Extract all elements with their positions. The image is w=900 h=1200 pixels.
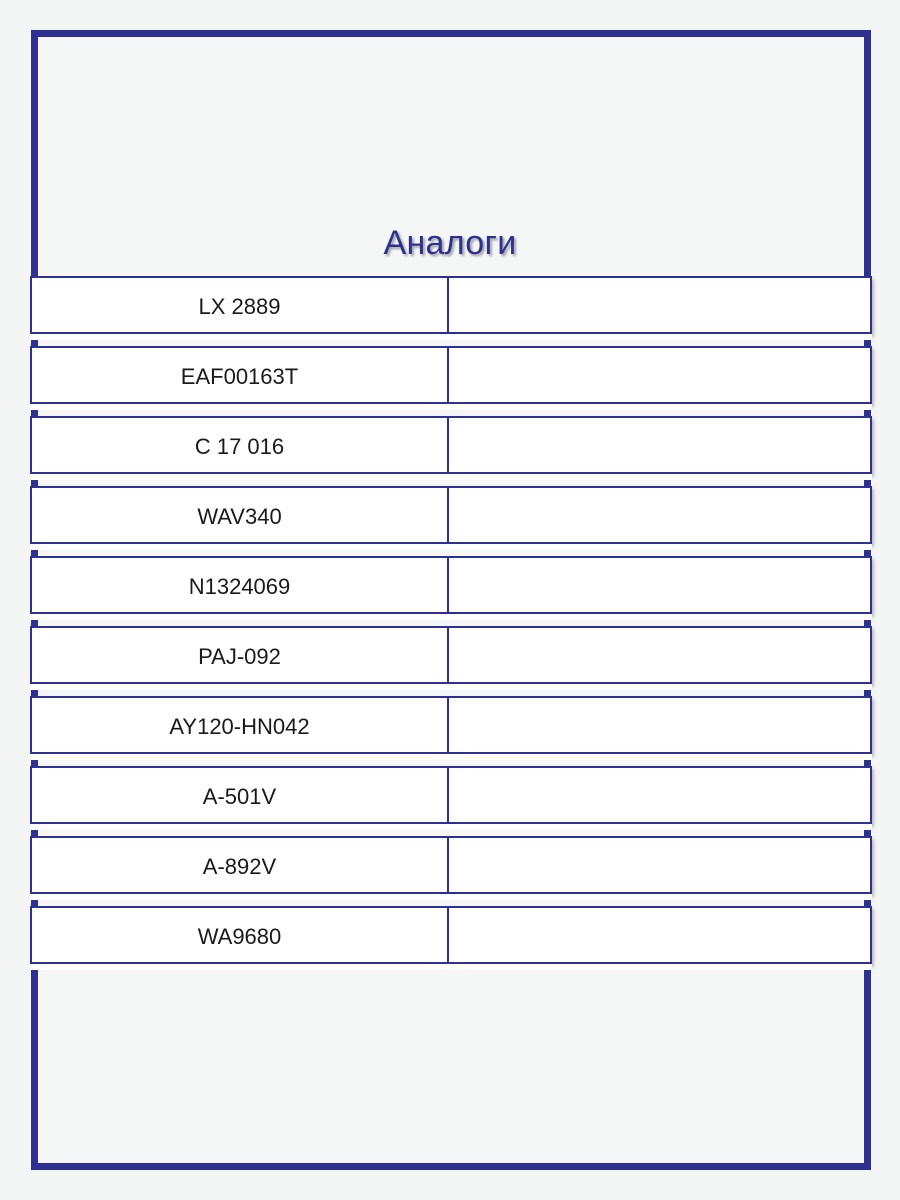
analogs-table — [30, 276, 872, 976]
analog-code: EAF00163T — [30, 348, 449, 402]
analog-code: A-892V — [30, 838, 449, 892]
table-row — [30, 696, 872, 754]
table-row — [30, 626, 872, 684]
analog-code: WAV340 — [30, 488, 449, 542]
analog-code: WA9680 — [30, 908, 449, 962]
empty-cell — [449, 768, 872, 822]
analog-code: AY120-HN042 — [30, 698, 449, 752]
analog-code: C 17 016 — [30, 418, 449, 472]
analog-code: LX 2889 — [30, 278, 449, 332]
table-row — [30, 486, 872, 544]
table-row — [30, 766, 872, 824]
page-title: Аналоги — [383, 224, 517, 262]
table-row — [30, 906, 872, 964]
analog-code: A-501V — [30, 768, 449, 822]
table-row — [30, 556, 872, 614]
empty-cell — [449, 698, 872, 752]
empty-cell — [449, 558, 872, 612]
table-row — [30, 416, 872, 474]
empty-cell — [449, 418, 872, 472]
empty-cell — [449, 838, 872, 892]
table-row — [30, 276, 872, 334]
empty-cell — [449, 278, 872, 332]
table-row — [30, 346, 872, 404]
empty-cell — [449, 488, 872, 542]
empty-cell — [449, 908, 872, 962]
analog-code: N1324069 — [30, 558, 449, 612]
empty-cell — [449, 348, 872, 402]
empty-cell — [449, 628, 872, 682]
analog-code: PAJ-092 — [30, 628, 449, 682]
table-row — [30, 836, 872, 894]
